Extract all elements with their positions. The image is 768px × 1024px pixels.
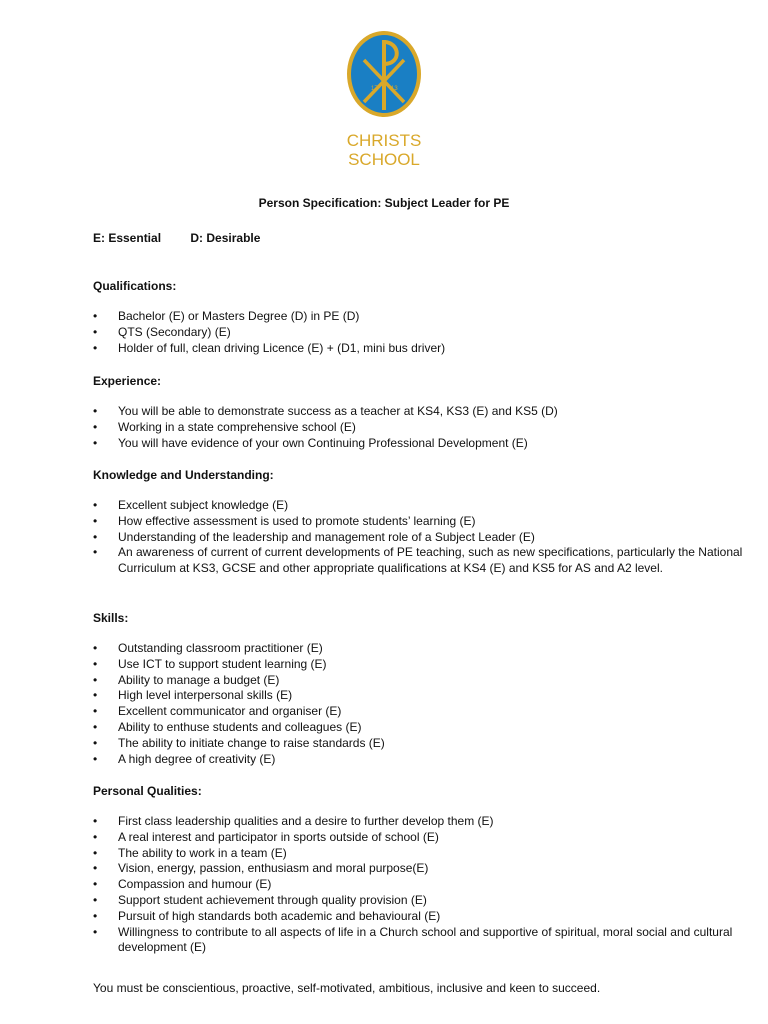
list-item xyxy=(93,420,753,436)
section-heading: Qualifications: xyxy=(93,279,177,293)
section-personal-qualities xyxy=(93,783,753,956)
section-experience xyxy=(93,373,753,451)
bullet-icon: • xyxy=(93,719,98,734)
list-item xyxy=(93,720,753,736)
bullet-icon: • xyxy=(93,529,98,544)
list-item-text: Ability to enthuse students and colleagues (E) xyxy=(118,719,362,734)
list-item xyxy=(93,893,753,909)
list-item xyxy=(93,846,753,862)
section-skills xyxy=(93,610,753,767)
bullet-icon: • xyxy=(93,735,98,750)
bullet-icon: • xyxy=(93,513,98,528)
logo-year-left: 17 xyxy=(371,86,378,92)
list-item xyxy=(93,673,753,689)
logo-text-line2: SCHOOL xyxy=(348,150,420,169)
list-item xyxy=(93,545,753,577)
list-item xyxy=(93,641,753,657)
key-essential: E: Essential xyxy=(93,231,162,245)
school-logo xyxy=(340,30,428,170)
bullet-icon: • xyxy=(93,672,98,687)
list-item-text: Bachelor (E) or Masters Degree (D) in PE (D) xyxy=(118,309,360,323)
list-item xyxy=(93,925,753,957)
bullet-icon: • xyxy=(93,814,98,828)
bullet-icon: • xyxy=(93,704,98,719)
key-desirable: D: Desirable xyxy=(190,231,261,245)
list-item xyxy=(93,341,753,357)
list-item xyxy=(93,861,753,877)
list-item xyxy=(93,909,753,925)
section-heading: Personal Qualities: xyxy=(93,784,202,798)
logo-year-right: 13 xyxy=(391,86,398,92)
bullet-list xyxy=(93,404,753,451)
list-item xyxy=(93,736,753,752)
bullet-icon: • xyxy=(93,829,98,844)
list-item-text: Holder of full, clean driving Licence (E) + (D1, mini bus driver) xyxy=(118,340,446,355)
chi-rho-crest-icon xyxy=(340,30,428,170)
bullet-icon: • xyxy=(93,404,98,418)
list-item xyxy=(93,309,753,325)
bullet-list xyxy=(93,814,753,956)
list-item-text: A high degree of creativity (E) xyxy=(118,751,276,766)
list-item xyxy=(93,704,753,720)
bullet-icon: • xyxy=(93,309,98,323)
list-item-text: Support student achievement through quality provision (E) xyxy=(118,892,427,907)
list-item-text: Compassion and humour (E) xyxy=(118,877,272,892)
bullet-icon: • xyxy=(93,340,98,355)
list-item xyxy=(93,498,753,514)
list-item-text: High level interpersonal skills (E) xyxy=(118,688,293,703)
bullet-icon: • xyxy=(93,656,98,671)
section-qualifications xyxy=(93,278,753,356)
list-item xyxy=(93,530,753,546)
list-item-text: Understanding of the leadership and management role of a Subject Leader (E) xyxy=(118,529,535,544)
list-item-text: Excellent subject knowledge (E) xyxy=(118,498,289,512)
list-item xyxy=(93,657,753,673)
bullet-icon: • xyxy=(93,751,98,766)
bullet-icon: • xyxy=(93,877,98,892)
bullet-icon: • xyxy=(93,924,98,939)
list-item-text: QTS (Secondary) (E) xyxy=(118,324,231,339)
list-item-text: First class leadership qualities and a desire to further develop them (E) xyxy=(118,814,494,828)
list-item-text: Working in a state comprehensive school (E) xyxy=(118,419,356,434)
list-item-text: How effective assessment is used to promote students’ learning (E) xyxy=(118,513,476,528)
list-item xyxy=(93,877,753,893)
section-heading: Experience: xyxy=(93,374,162,388)
list-item xyxy=(93,752,753,768)
list-item-text: Willingness to contribute to all aspects of life in a Church school and supportive of spiritual, moral social and cultural development (E) xyxy=(118,924,733,955)
bullet-icon: • xyxy=(93,892,98,907)
list-item xyxy=(93,325,753,341)
bullet-list xyxy=(93,498,753,577)
bullet-icon: • xyxy=(93,845,98,860)
bullet-icon: • xyxy=(93,861,98,876)
list-item xyxy=(93,436,753,452)
list-item-text: Outstanding classroom practitioner (E) xyxy=(118,641,323,655)
list-item xyxy=(93,688,753,704)
list-item-text: Vision, energy, passion, enthusiasm and moral purpose(E) xyxy=(118,861,429,876)
legend-key xyxy=(93,231,260,245)
list-item-text: An awareness of current of current developments of PE teaching, such as new specifications, particularly the National Curriculum at KS3, GCSE and other appropriate qualifications at KS4 (E) and KS5 for AS and A2 level. xyxy=(118,545,743,576)
section-knowledge xyxy=(93,467,753,577)
bullet-icon: • xyxy=(93,545,98,560)
list-item-text: Use ICT to support student learning (E) xyxy=(118,656,327,671)
list-item-text: Ability to manage a budget (E) xyxy=(118,672,280,687)
list-item-text: You will be able to demonstrate success as a teacher at KS4, KS3 (E) and KS5 (D) xyxy=(118,404,558,418)
list-item-text: The ability to work in a team (E) xyxy=(118,845,287,860)
list-item xyxy=(93,514,753,530)
closing-statement: You must be conscientious, proactive, self-motivated, ambitious, inclusive and keen to succeed. xyxy=(93,981,601,995)
list-item xyxy=(93,404,753,420)
list-item-text: The ability to initiate change to raise standards (E) xyxy=(118,735,385,750)
bullet-list xyxy=(93,641,753,767)
section-heading: Knowledge and Understanding: xyxy=(93,468,274,482)
bullet-icon: • xyxy=(93,908,98,923)
list-item xyxy=(93,830,753,846)
list-item xyxy=(93,814,753,830)
page-title: Person Specification: Subject Leader for PE xyxy=(258,196,510,210)
bullet-icon: • xyxy=(93,641,98,655)
bullet-icon: • xyxy=(93,498,98,512)
bullet-icon: • xyxy=(93,324,98,339)
logo-text-line1: CHRISTS xyxy=(346,131,422,150)
list-item-text: Pursuit of high standards both academic and behavioural (E) xyxy=(118,908,441,923)
list-item-text: Excellent communicator and organiser (E) xyxy=(118,704,342,719)
list-item-text: You will have evidence of your own Continuing Professional Development (E) xyxy=(118,435,528,450)
bullet-list xyxy=(93,309,753,356)
bullet-icon: • xyxy=(93,688,98,703)
bullet-icon: • xyxy=(93,435,98,450)
section-heading: Skills: xyxy=(93,611,129,625)
list-item-text: A real interest and participator in sports outside of school (E) xyxy=(118,829,439,844)
bullet-icon: • xyxy=(93,419,98,434)
